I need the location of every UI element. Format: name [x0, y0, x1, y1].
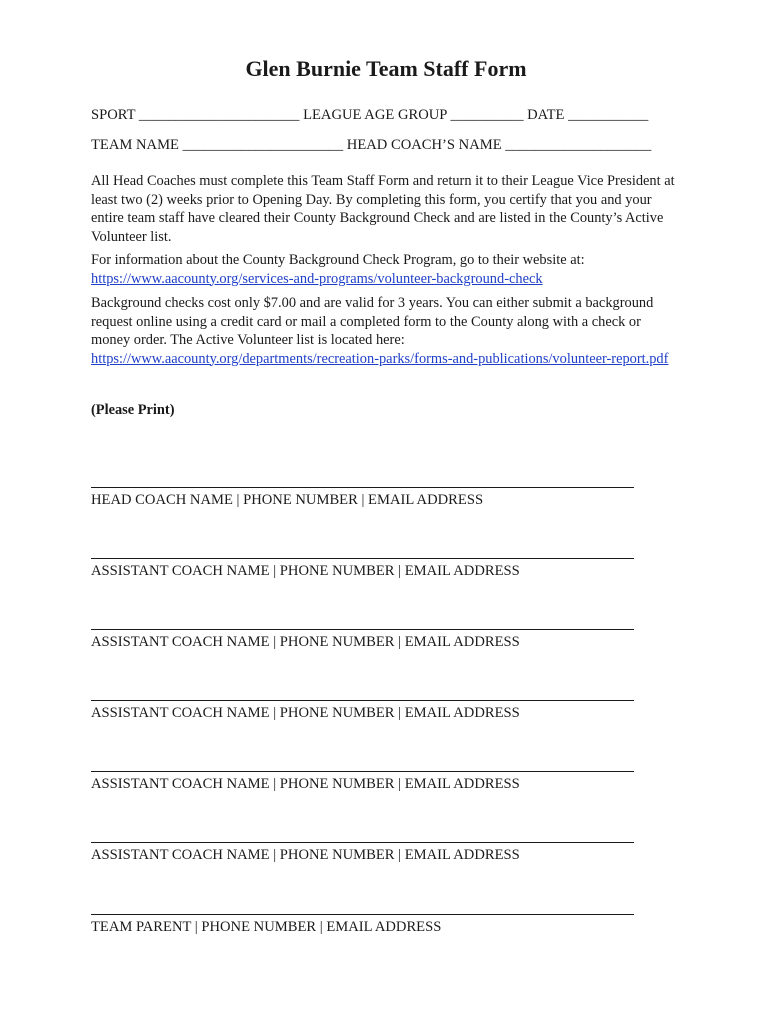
instructions-paragraph: All Head Coaches must complete this Team Staff Form and return it to their League Vice President at least two (2) weeks prior to Opening Day. By completing this form, you certify that you and your entire team staff have cleared their County Background Check and are listed in the County’s Active Volunteer list.	[91, 173, 675, 245]
signature-entry	[91, 487, 681, 509]
signature-line-label: ASSISTANT COACH NAME | PHONE NUMBER | EMAIL ADDRESS	[91, 563, 520, 579]
signature-entry	[91, 771, 681, 793]
background-check-link[interactable]: https://www.aacounty.org/services-and-programs/volunteer-background-check	[91, 270, 543, 287]
header-line-sport-age-date[interactable]: SPORT ______________________ LEAGUE AGE GROUP __________ DATE ___________	[91, 107, 649, 123]
signature-fill-line[interactable]	[91, 700, 634, 701]
background-check-info-text: For information about the County Background Check Program, go to their website at:	[91, 252, 585, 268]
signature-fill-line[interactable]	[91, 842, 634, 843]
signature-entry	[91, 629, 681, 651]
header-line-team-coach[interactable]: TEAM NAME ______________________ HEAD COACH’S NAME ____________________	[91, 137, 652, 153]
signature-entry	[91, 914, 681, 936]
background-check-info-paragraph	[91, 251, 681, 288]
volunteer-report-link[interactable]: https://www.aacounty.org/departments/recreation-parks/forms-and-publications/volunteer-report.pdf	[91, 350, 669, 367]
signature-fill-line[interactable]	[91, 914, 634, 915]
signature-entry	[91, 558, 681, 580]
signature-line-label: HEAD COACH NAME | PHONE NUMBER | EMAIL ADDRESS	[91, 492, 484, 508]
signature-entry	[91, 700, 681, 722]
form-title: Glen Burnie Team Staff Form	[245, 56, 527, 81]
signature-line-label: ASSISTANT COACH NAME | PHONE NUMBER | EMAIL ADDRESS	[91, 776, 520, 792]
signature-line-label: TEAM PARENT | PHONE NUMBER | EMAIL ADDRESS	[91, 919, 442, 935]
please-print-note: (Please Print)	[91, 402, 175, 418]
signature-line-label: ASSISTANT COACH NAME | PHONE NUMBER | EMAIL ADDRESS	[91, 705, 520, 721]
signature-fill-line[interactable]	[91, 771, 634, 772]
signature-line-label: ASSISTANT COACH NAME | PHONE NUMBER | EMAIL ADDRESS	[91, 634, 520, 650]
signature-line-label: ASSISTANT COACH NAME | PHONE NUMBER | EMAIL ADDRESS	[91, 847, 520, 863]
cost-info-paragraph	[91, 294, 681, 368]
signature-fill-line[interactable]	[91, 629, 634, 630]
signature-fill-line[interactable]	[91, 487, 634, 488]
signature-fill-line[interactable]	[91, 558, 634, 559]
cost-info-text: Background checks cost only $7.00 and are valid for 3 years. You can either submit a background request online using a credit card or mail a completed form to the County along with a check or money order. The Active Volunteer list is located here:	[91, 295, 654, 348]
signature-entry	[91, 842, 681, 864]
